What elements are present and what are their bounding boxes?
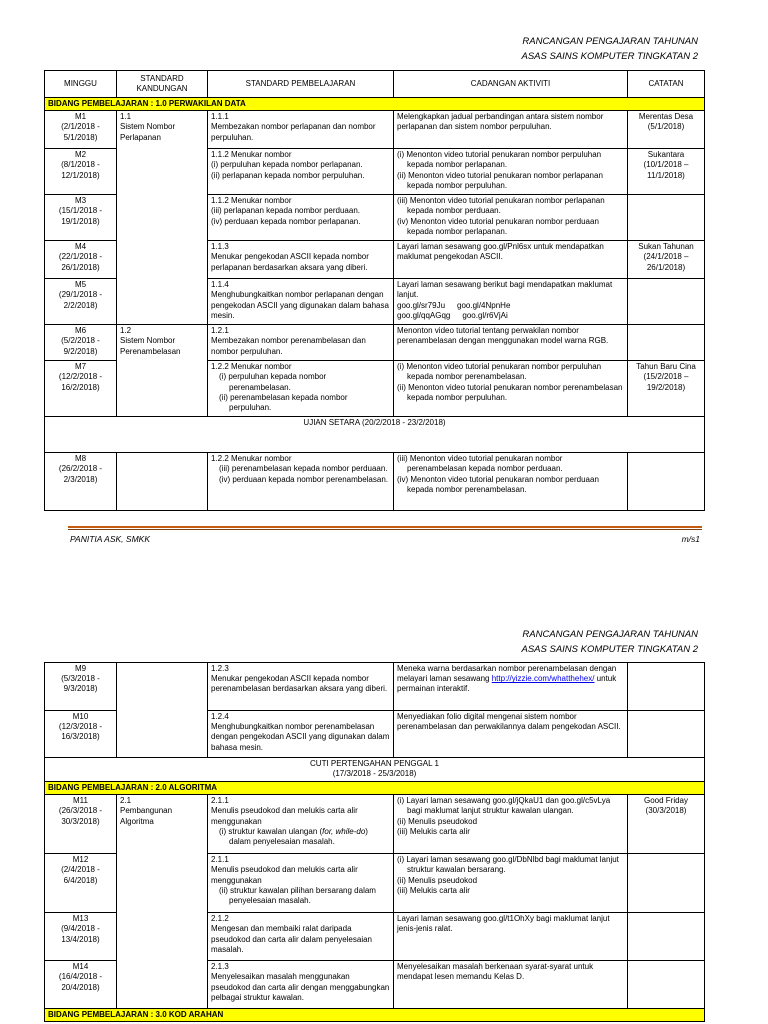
sp-item: (iv) perduaan kepada nombor perenambelasan. (219, 474, 388, 484)
footer-left: PANITIA ASK, SMKK (70, 534, 150, 544)
week-label: M14 (72, 962, 89, 972)
sp-code: 1.1.4 (211, 280, 229, 290)
activity-item: (ii) Menulis pseudokod (397, 875, 478, 885)
week-cell (45, 325, 117, 361)
sp-item-text: (i) struktur kawalan ulangan ( (219, 826, 323, 836)
note-cell (628, 111, 705, 149)
note-date-end: 11/1/2018) (647, 170, 685, 180)
activity-cell (394, 453, 628, 511)
week-dates: (16/4/2018 - (58, 972, 103, 982)
activity-cell (394, 795, 628, 854)
week-dates-end: 5/1/2018) (63, 132, 98, 142)
sp-item (211, 827, 390, 847)
sp-code: 1.2.2 Menukar nombor (211, 454, 292, 464)
sp-text: Mengesan dan membaiki ralat daripada pseudokod dan carta alir dalam penyelesaian masalah. (211, 924, 372, 954)
sp-text: Membezakan nombor perlapanan dan nombor perpuluhan. (211, 122, 376, 142)
header-subtitle: ASAS SAINS KOMPUTER TINGKATAN 2 (521, 644, 698, 655)
activity-cell: Layari laman sesawang goo.gl/t1OhXy bagi maklumat lanjut jenis-jenis ralat. (394, 913, 628, 961)
week-dates: (26/2/2018 - (58, 464, 103, 474)
col-header-catatan: CATATAN (628, 71, 705, 98)
sk-code: 1.1 (120, 112, 132, 122)
note-text: Sukantara (647, 150, 685, 160)
week-dates: (9/4/2018 - (61, 924, 100, 934)
week-dates: (2/4/2018 - (61, 865, 100, 875)
week-label: M10 (72, 712, 89, 721)
section-row (45, 782, 705, 795)
standard-pembelajaran-cell (208, 279, 394, 325)
standard-pembelajaran-cell (208, 854, 394, 913)
holiday-row (45, 758, 705, 782)
week-dates: (26/3/2018 - (58, 806, 103, 816)
sp-code: 2.1.2 (211, 914, 229, 924)
week-cell (45, 241, 117, 279)
note-cell (628, 795, 705, 854)
sp-code: 2.1.3 (211, 962, 229, 972)
note-cell (628, 663, 705, 711)
note-cell (628, 325, 705, 361)
sp-code: 1.1.3 (211, 242, 229, 252)
activity-item: (iii) Menonton video tutorial penukaran nombor perlapanan kepada nombor perduaan. (397, 196, 605, 216)
week-dates: (5/3/2018 - (61, 674, 100, 684)
page-number: m/s1 (681, 534, 700, 544)
sp-text: Menghubungkaitkan nombor perlapanan dengan pengekodan ASCII yang digunakan dalam bahasa mesin. (211, 290, 389, 320)
note-cell (628, 241, 705, 279)
week-cell (45, 913, 117, 961)
standard-pembelajaran-cell (208, 241, 394, 279)
note-date: (10/1/2018 – (643, 160, 689, 170)
col-header-standard-pembelajaran: STANDARD PEMBELAJARAN (208, 71, 394, 98)
holiday-label: CUTI PERTENGAHAN PENGGAL 1 (310, 759, 439, 768)
sp-code: 2.1.1 (211, 796, 229, 806)
standard-pembelajaran-cell (208, 711, 394, 758)
activity-item: (iii) Melukis carta alir (397, 885, 470, 895)
week-dates-end: 2/2/2018) (63, 300, 98, 310)
week-dates: (15/1/2018 - (58, 206, 103, 216)
col-header-cadangan-aktiviti: CADANGAN AKTIVITI (394, 71, 628, 98)
sk-title: Pembangunan Algoritma (120, 806, 173, 826)
table-row (45, 663, 705, 711)
activity-text: Layari laman sesawang berikut bagi mendapatkan maklumat lanjut. (397, 280, 613, 300)
week-label: M11 (73, 796, 88, 806)
week-dates-end: 16/3/2018) (61, 732, 100, 742)
note-date-end: 26/1/2018) (646, 262, 686, 272)
week-cell (45, 361, 117, 417)
note-cell (628, 149, 705, 195)
standard-pembelajaran-cell (208, 149, 394, 195)
note-cell (628, 711, 705, 758)
activity-cell (394, 361, 628, 417)
week-dates-end: 6/4/2018) (63, 875, 98, 885)
link-line (397, 301, 624, 311)
week-cell (45, 663, 117, 711)
note-cell (628, 854, 705, 913)
table-header-row (45, 71, 705, 98)
week-cell (45, 279, 117, 325)
activity-item: (ii) Menulis pseudokod (397, 816, 478, 826)
sp-text: Menulis pseudokod dan melukis carta alir menggunakan (211, 865, 358, 885)
standard-kandungan-cell (117, 111, 208, 325)
web-link[interactable]: http://yizzie.com/whatthehex/ (491, 674, 595, 684)
exam-row (45, 417, 705, 453)
note-cell (628, 361, 705, 417)
activity-cell: Menyelesaikan masalah berkenaan syarat-syarat untuk mendapat lesen memandu Kelas D. (394, 961, 628, 1009)
sp-code: 1.2.3 (211, 664, 229, 673)
activity-cell: Melengkapkan jadual perbandingan antara sistem nombor perlapanan dan sistem nombor perpuluhan. (394, 111, 628, 149)
section-title: BIDANG PEMBELAJARAN : 3.0 KOD ARAHAN (45, 1009, 705, 1022)
sp-item: (i) perpuluhan kepada nombor perenambelasan. (219, 372, 327, 392)
short-link[interactable]: goo.gl/4NpnHe (457, 300, 511, 310)
week-label: M12 (72, 855, 89, 865)
short-link[interactable]: goo.gl/r6VjAi (462, 310, 508, 320)
sp-item: (ii) perenambelasan kepada nombor perpuluhan. (219, 392, 348, 413)
header-title: RANCANGAN PENGAJARAN TAHUNAN (522, 629, 698, 640)
section-title: BIDANG PEMBELAJARAN : 2.0 ALGORITMA (45, 782, 705, 795)
sp-code: 1.2.1 (211, 326, 229, 336)
week-label: M13 (72, 914, 89, 924)
activity-cell (394, 663, 628, 711)
table-row (45, 111, 705, 149)
week-dates: (8/1/2018 - (61, 160, 100, 170)
week-label: M9 (74, 664, 87, 673)
activity-item: (iv) Menonton video tutorial penukaran nombor perduaan kepada nombor perenambelasan. (397, 474, 599, 494)
activity-cell: Menyediakan folio digital mengenai sistem nombor perenambelasan dan perwakilannya dalam pengekodan ASCII. (394, 711, 628, 758)
activity-cell (394, 149, 628, 195)
week-dates: (29/1/2018 - (58, 290, 103, 300)
note-text: Good Friday (643, 796, 689, 806)
table-row (45, 453, 705, 511)
week-cell (45, 149, 117, 195)
standard-pembelajaran-cell (208, 361, 394, 417)
sp-code: 1.1.2 Menukar nombor (211, 150, 292, 160)
week-dates-end: 2/3/2018) (63, 474, 98, 484)
week-cell (45, 795, 117, 854)
sk-title: Sistem Nombor Perenambelasan (120, 336, 181, 356)
section-title: BIDANG PEMBELAJARAN : 1.0 PERWAKILAN DATA (45, 98, 705, 111)
week-cell (45, 195, 117, 241)
note-cell (628, 279, 705, 325)
standard-pembelajaran-cell (208, 913, 394, 961)
footer-divider (68, 526, 702, 530)
week-dates: (5/2/2018 - (61, 336, 100, 346)
week-dates: (12/3/2018 - (58, 722, 103, 732)
rpt-table-page1 (44, 70, 705, 511)
sp-code: 1.2.4 (211, 712, 229, 721)
week-dates: (12/2/2018 - (58, 372, 103, 382)
activity-item: (iii) Melukis carta alir (397, 826, 470, 836)
note-cell (628, 453, 705, 511)
activity-item: (ii) Menonton video tutorial penukaran nombor perenambelasan kepada nombor perpuluhan. (397, 382, 623, 402)
page1-header (522, 34, 699, 64)
week-label: M2 (74, 150, 87, 160)
activity-text-tail: untuk permainan interaktif. (397, 674, 617, 694)
standard-pembelajaran-cell (208, 663, 394, 711)
week-label: M8 (74, 454, 87, 464)
week-dates-end: 19/1/2018) (61, 216, 100, 226)
week-dates-end: 9/3/2018) (63, 684, 98, 694)
week-dates: (22/1/2018 - (58, 252, 103, 262)
note-date-end: 19/2/2018) (646, 382, 686, 392)
holiday-dates: (17/3/2018 - 25/3/2018) (332, 769, 417, 779)
standard-pembelajaran-cell (208, 325, 394, 361)
sp-item: (iii) perenambelasan kepada nombor perduaan. (219, 464, 388, 474)
week-cell (45, 854, 117, 913)
activity-item: (i) Layari laman sesawang goo.gl/jQkaU1 dan goo.gl/c5vLya bagi maklumat lanjut struktur kawalan ulangan. (397, 796, 611, 816)
short-link[interactable]: goo.gl/sr79Ju (397, 300, 446, 310)
sp-text: Menukar pengekodan ASCII kepada nombor perenambelasan berdasarkan aksara yang diberi. (211, 674, 388, 694)
note-date: (24/1/2018 – (643, 252, 689, 262)
week-cell (45, 711, 117, 758)
page2-header (522, 627, 699, 657)
col-header-minggu: MINGGU (45, 71, 117, 98)
week-dates-end: 30/3/2018) (61, 816, 100, 826)
standard-kandungan-cell (117, 795, 208, 1009)
sp-item: (iv) perduaan kepada nombor perlapanan. (211, 216, 361, 226)
week-dates-end: 12/1/2018) (61, 170, 100, 180)
standard-pembelajaran-cell (208, 795, 394, 854)
note-date: (15/2/2018 – (643, 372, 689, 382)
week-cell (45, 111, 117, 149)
header-subtitle: ASAS SAINS KOMPUTER TINGKATAN 2 (521, 51, 698, 62)
standard-kandungan-cell (117, 325, 208, 417)
table-row (45, 325, 705, 361)
sp-item: (i) perpuluhan kepada nombor perlapanan. (211, 160, 363, 170)
activity-item: (iii) Menonton video tutorial penukaran nombor perenambelasan kepada nombor perduaan. (397, 454, 563, 474)
section-row (45, 98, 705, 111)
activity-item: (iv) Menonton video tutorial penukaran nombor perduaan kepada nombor perlapanan. (397, 216, 599, 236)
sp-text: Menyelesaikan masalah menggunakan pseudokod dan carta alir dengan menggabungkan pelbagai struktur kawalan. (211, 972, 390, 1002)
week-label: M1 (74, 112, 87, 122)
activity-cell (394, 195, 628, 241)
sp-text: Menukar pengekodan ASCII kepada nombor perlapanan berdasarkan aksara yang diberi. (211, 252, 369, 272)
note-cell (628, 961, 705, 1009)
sk-code: 1.2 (120, 326, 132, 336)
activity-item: (i) Layari laman sesawang goo.gl/DbNlbd bagi maklumat lanjut struktur kawalan bersarang. (397, 855, 619, 875)
sk-title: Sistem Nombor Perlapanan (120, 122, 176, 142)
standard-pembelajaran-cell (208, 111, 394, 149)
sp-code: 1.1.2 Menukar nombor (211, 196, 292, 206)
header-title: RANCANGAN PENGAJARAN TAHUNAN (522, 36, 698, 47)
sp-code: 1.1.1 (211, 112, 229, 122)
note-cell (628, 195, 705, 241)
week-dates-end: 13/4/2018) (61, 934, 100, 944)
sp-code: 1.2.2 Menukar nombor (211, 362, 292, 372)
week-dates-end: 26/1/2018) (61, 262, 100, 272)
note-text: Tahun Baru Cina (636, 362, 696, 372)
table-row (45, 795, 705, 854)
activity-item: (ii) Menonton video tutorial penukaran nombor perlapanan kepada nombor perpuluhan. (397, 170, 603, 190)
sp-text: Menulis pseudokod dan melukis carta alir menggunakan (211, 806, 358, 826)
sp-text: Membezakan nombor perenambelasan dan nombor perpuluhan. (211, 336, 366, 356)
sp-text: Menghubungkaitkan nombor perenambelasan dengan pengekodan ASCII yang digunakan dalam bahasa mesin. (211, 722, 390, 752)
note-cell (628, 913, 705, 961)
activity-item: (i) Menonton video tutorial penukaran nombor perpuluhan kepada nombor perenambelasan. (397, 362, 602, 382)
week-dates: (2/1/2018 - (61, 122, 100, 132)
standard-kandungan-cell (117, 453, 208, 511)
standard-pembelajaran-cell (208, 195, 394, 241)
sp-item-text: ) dalam penyelesaian masalah. (229, 826, 368, 847)
week-label: M5 (74, 280, 87, 290)
week-cell (45, 453, 117, 511)
exam-label: UJIAN SETARA (20/2/2018 - 23/2/2018) (45, 417, 705, 453)
note-text: Sukan Tahunan (638, 242, 694, 252)
note-date: (5/1/2018) (647, 122, 685, 132)
week-dates-end: 9/2/2018) (63, 346, 98, 356)
standard-pembelajaran-cell (208, 961, 394, 1009)
note-date: (30/3/2018) (645, 806, 687, 816)
activity-cell: Layari laman sesawang goo.gl/Pnl6sx untuk mendapatkan maklumat pengekodan ASCII. (394, 241, 628, 279)
standard-kandungan-cell (117, 663, 208, 758)
sp-item: (iii) perlapanan kepada nombor perduaan. (211, 206, 360, 216)
week-label: M6 (74, 326, 87, 336)
sp-item-italic: for, while-do (322, 826, 366, 836)
sp-code: 2.1.1 (211, 855, 229, 865)
sp-item: (ii) struktur kawalan pilihan bersarang dalam penyelesaian masalah. (219, 885, 376, 906)
week-label: M7 (74, 362, 87, 372)
sk-code: 2.1 (120, 796, 132, 806)
activity-text: Meneka warna berdasarkan nombor perenambelasan dengan melayari laman sesawang (397, 664, 617, 684)
section-row (45, 1009, 705, 1022)
sp-item: (ii) perlapanan kepada nombor perpuluhan. (211, 170, 365, 180)
week-label: M4 (74, 242, 87, 252)
note-text: Merentas Desa (638, 112, 694, 122)
activity-cell: Menonton video tutorial tentang perwakilan nombor perenambelasan dengan menggunakan model warna RGB. (394, 325, 628, 361)
week-label: M3 (74, 196, 87, 206)
week-dates-end: 16/2/2018) (61, 382, 100, 392)
rpt-table-page2 (44, 662, 705, 1022)
short-link[interactable]: goo.gl/qqAGqg (397, 310, 451, 320)
link-line (397, 311, 624, 321)
holiday-cell (45, 758, 705, 782)
activity-item: (i) Menonton video tutorial penukaran nombor perpuluhan kepada nombor perlapanan. (397, 150, 602, 170)
standard-pembelajaran-cell (208, 453, 394, 511)
col-header-standard-kandungan: STANDARD KANDUNGAN (117, 71, 208, 98)
week-dates-end: 20/4/2018) (61, 982, 100, 992)
activity-cell (394, 854, 628, 913)
week-cell (45, 961, 117, 1009)
activity-cell (394, 279, 628, 325)
